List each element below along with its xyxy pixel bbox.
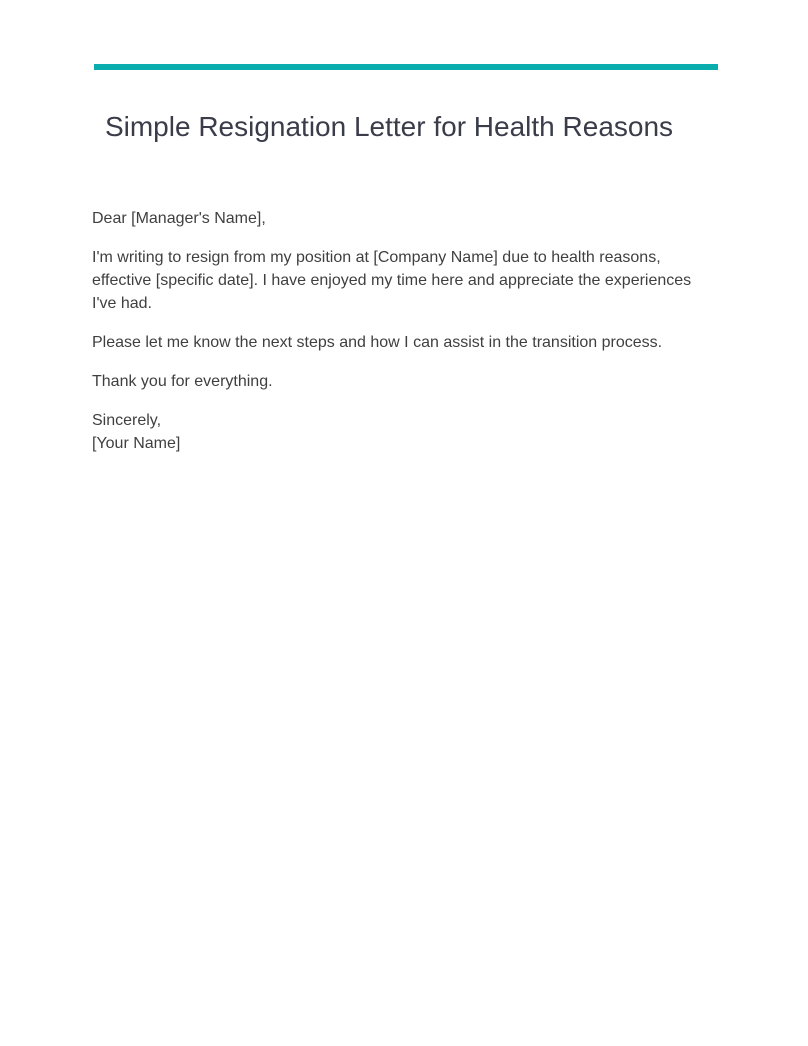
paragraph-next-steps: Please let me know the next steps and how I can assist in the transition process. bbox=[92, 334, 663, 351]
signature: [Your Name] bbox=[92, 435, 181, 452]
letter-body bbox=[92, 207, 692, 471]
salutation: Dear [Manager's Name], bbox=[92, 210, 266, 227]
signoff bbox=[92, 409, 692, 455]
paragraph-thanks: Thank you for everything. bbox=[92, 373, 273, 390]
document-title: Simple Resignation Letter for Health Reasons bbox=[104, 111, 674, 142]
accent-bar bbox=[94, 64, 718, 70]
paragraph-intro: I'm writing to resign from my position at [Company Name] due to health reasons, effective [specific date]. I have enjoyed my time here and appreciate the experiences I've had. bbox=[92, 249, 692, 312]
closing: Sincerely, bbox=[92, 412, 162, 429]
